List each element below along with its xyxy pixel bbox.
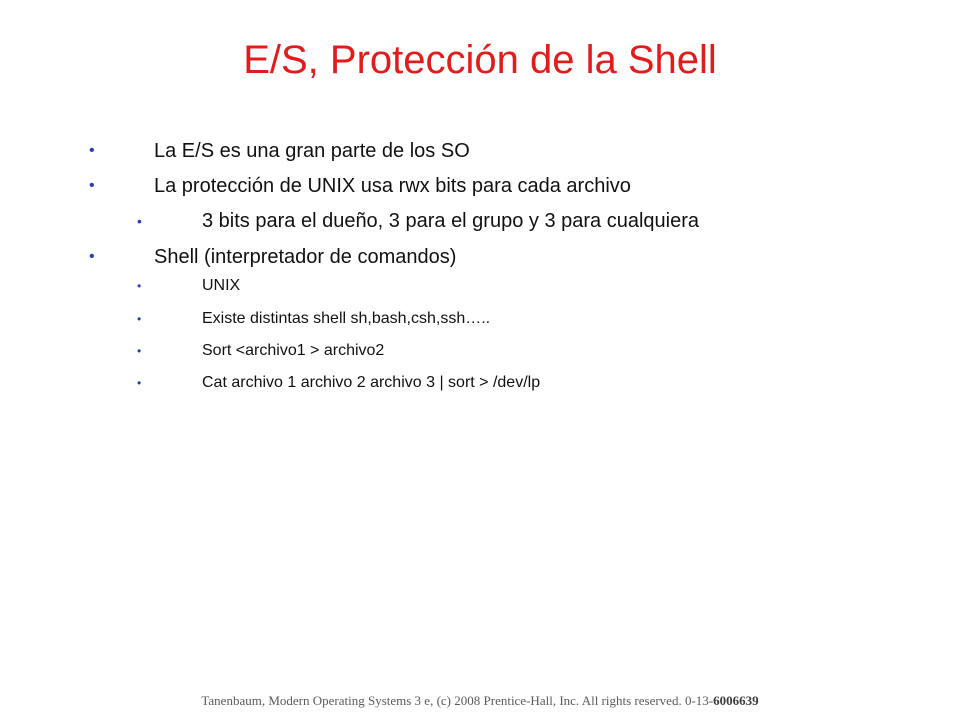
copyright-footer bbox=[0, 693, 960, 709]
bullet-text: Cat archivo 1 archivo 2 archivo 3 | sort > /dev/lp bbox=[202, 374, 541, 391]
bullet-marker: • bbox=[89, 177, 95, 194]
bullet-text: Sort <archivo1 > archivo2 bbox=[202, 342, 385, 359]
bullet-text: La E/S es una gran parte de los SO bbox=[154, 140, 470, 162]
bullet-marker: • bbox=[89, 248, 95, 265]
bullet-marker: • bbox=[89, 142, 95, 159]
bullet-text: UNIX bbox=[202, 277, 241, 294]
bullet-text: Shell (interpretador de comandos) bbox=[154, 246, 457, 268]
slide-title: E/S, Protección de la Shell bbox=[243, 38, 717, 82]
bullet-marker: • bbox=[137, 213, 142, 229]
bullet-marker: • bbox=[137, 344, 142, 358]
bullet-text: Existe distintas shell sh,bash,csh,ssh….. bbox=[202, 310, 491, 327]
bullet-text: 3 bits para el dueño, 3 para el grupo y 3 para cualquiera bbox=[202, 210, 700, 232]
footer-text: Tanenbaum, Modern Operating Systems 3 e, (c) 2008 Prentice-Hall, Inc. All rights reserved. 0-13- bbox=[201, 693, 714, 708]
bullet-marker: • bbox=[137, 312, 142, 326]
bullet-marker: • bbox=[137, 279, 142, 293]
footer-isbn: 6006639 bbox=[713, 693, 759, 708]
bullet-text: La protección de UNIX usa rwx bits para cada archivo bbox=[154, 175, 631, 197]
bullet-marker: • bbox=[137, 376, 142, 390]
